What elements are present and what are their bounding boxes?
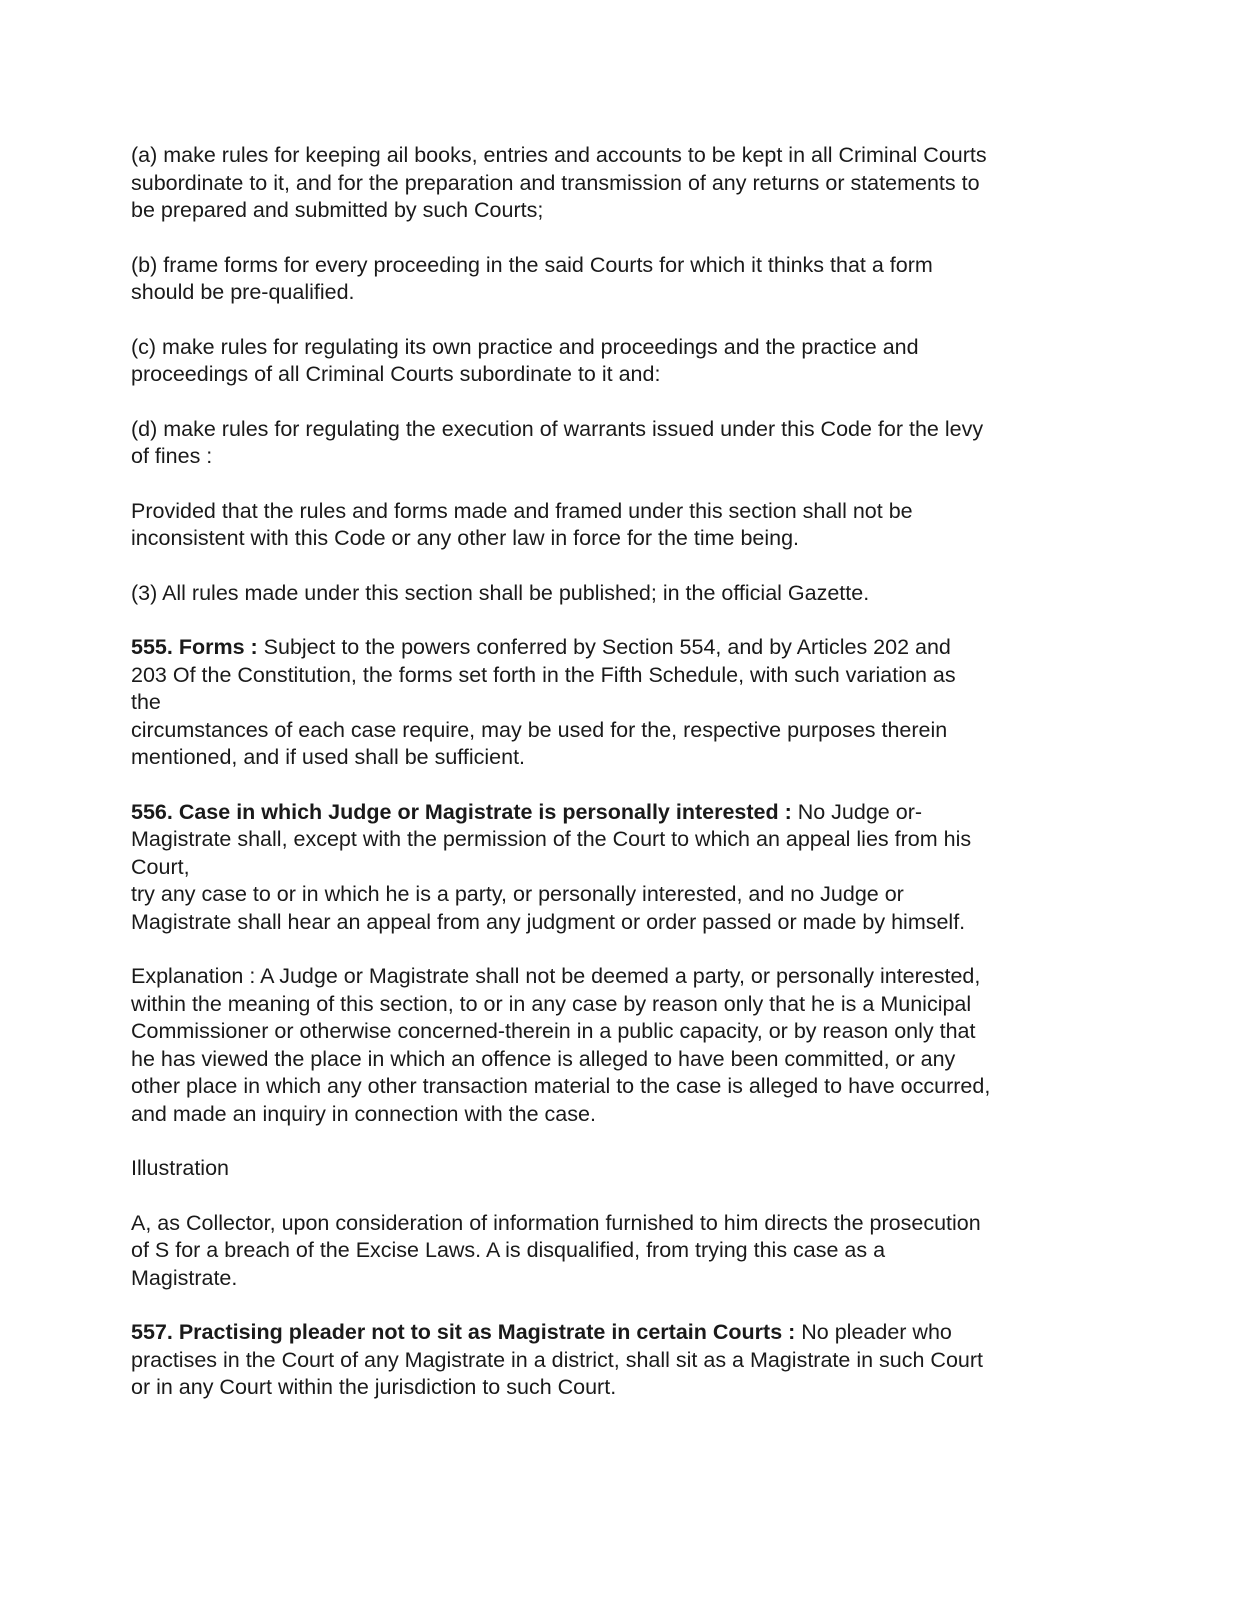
section-heading: 556. Case in which Judge or Magistrate is personally interested : (131, 799, 792, 824)
text-run: Subject to the powers conferred by Section 554, and by Articles 202 and (257, 635, 951, 659)
clause-a (131, 142, 1091, 225)
text-line: practises in the Court of any Magistrate in a district, shall sit as a Magistrate in such Court (131, 1347, 984, 1372)
text-line: (3) All rules made under this section shall be published; in the official Gazette. (131, 580, 870, 605)
text-line: of S for a breach of the Excise Laws. A is disqualified, from trying this case as a (131, 1238, 886, 1262)
text-line (131, 1319, 1091, 1347)
text-line: Magistrate shall, except with the permission of the Court to which an appeal lies from his (131, 827, 972, 851)
clause-c (131, 334, 1091, 389)
text-line: proceedings of all Criminal Courts subordinate to it and: (131, 362, 661, 386)
text-line: be prepared and submitted by such Courts; (131, 198, 544, 222)
text-line: (c) make rules for regulating its own practice and proceedings and the practice and (131, 334, 919, 359)
clause-b (131, 252, 1091, 307)
text-line: (d) make rules for regulating the execution of warrants issued under this Code for the levy (131, 416, 984, 441)
text-line: Magistrate shall hear an appeal from any judgment or order passed or made by himself. (131, 909, 966, 934)
text-line: 203 Of the Constitution, the forms set forth in the Fifth Schedule, with such variation as (131, 662, 956, 687)
illustration-label (131, 1155, 1091, 1183)
section-heading: 555. Forms : (131, 635, 258, 659)
text-line: Commissioner or otherwise concerned-therein in a public capacity, or by reason only that (131, 1019, 976, 1043)
section-557 (131, 1319, 1091, 1402)
text-line: Explanation : A Judge or Magistrate shall not be deemed a party, or personally interested, (131, 964, 981, 988)
text-line: circumstances of each case require, may be used for the, respective purposes therein (131, 717, 948, 742)
explanation (131, 963, 1091, 1128)
text-line: mentioned, and if used shall be sufficient. (131, 745, 526, 769)
text-line: inconsistent with this Code or any other law in force for the time being. (131, 526, 800, 550)
illustration-text (131, 1210, 1091, 1293)
text-line: try any case to or in which he is a party, or personally interested, and no Judge or (131, 882, 904, 906)
text-line: or in any Court within the jurisdiction to such Court. (131, 1375, 617, 1399)
text-line: A, as Collector, upon consideration of information furnished to him directs the prosecution (131, 1210, 981, 1235)
section-heading: 557. Practising pleader not to sit as Magistrate in certain Courts : (131, 1320, 796, 1344)
text-line: within the meaning of this section, to or in any case by reason only that he is a Municipal (131, 991, 972, 1016)
text-line: Illustration (131, 1156, 229, 1180)
text-line: Court, (131, 854, 190, 879)
text-line: and made an inquiry in connection with the case. (131, 1101, 596, 1126)
text-line: the (131, 690, 161, 714)
text-line: should be pre-qualified. (131, 280, 355, 304)
text-run: No pleader who (795, 1320, 952, 1344)
text-line (131, 634, 1091, 662)
subsection-3 (131, 580, 1091, 608)
text-line: other place in which any other transaction material to the case is alleged to have occurred, (131, 1074, 991, 1098)
text-run: No Judge or- (791, 799, 923, 824)
document-page (131, 142, 1091, 1429)
section-555 (131, 634, 1091, 772)
text-line: (b) frame forms for every proceeding in the said Courts for which it thinks that a form (131, 252, 933, 277)
text-line (131, 799, 1091, 827)
text-line: he has viewed the place in which an offence is alleged to have been committed, or any (131, 1046, 956, 1071)
clause-d (131, 416, 1091, 471)
section-556 (131, 799, 1091, 937)
text-line: of fines : (131, 444, 213, 468)
text-line: subordinate to it, and for the preparation and transmission of any returns or statements to (131, 170, 980, 195)
text-line: Magistrate. (131, 1265, 238, 1290)
text-line: (a) make rules for keeping ail books, entries and accounts to be kept in all Criminal Courts (131, 143, 987, 167)
text-line: Provided that the rules and forms made and framed under this section shall not be (131, 498, 913, 523)
proviso (131, 498, 1091, 553)
